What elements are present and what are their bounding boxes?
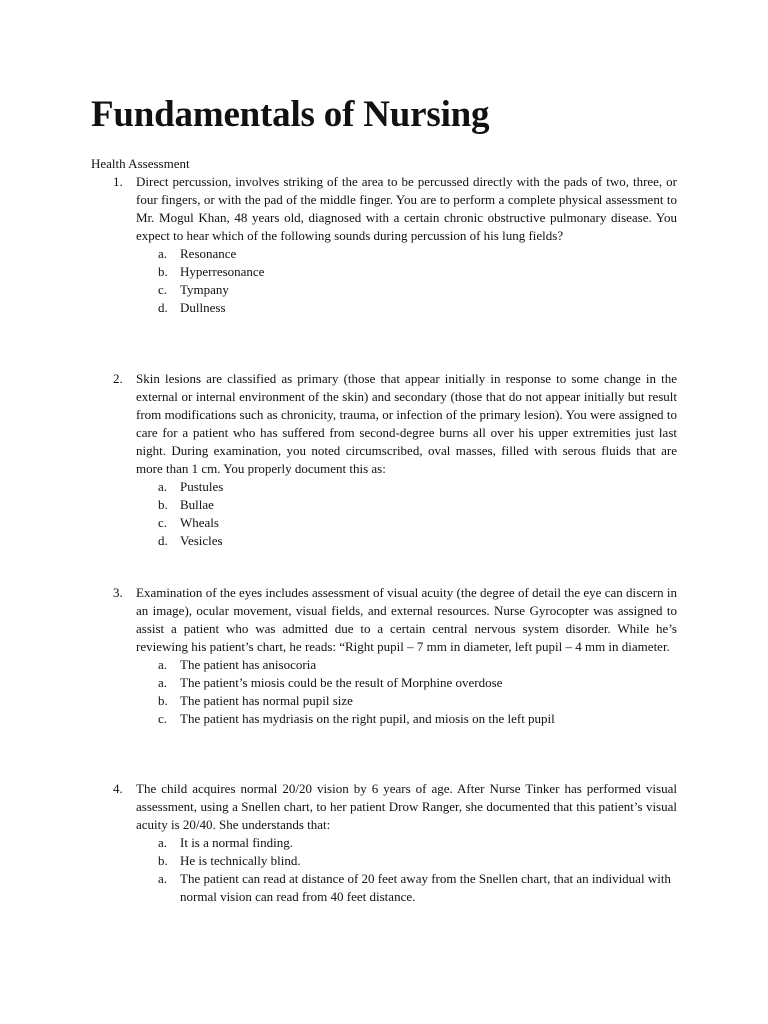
option-letter: b. bbox=[158, 693, 168, 708]
option-item bbox=[136, 514, 677, 532]
option-text: Hyperresonance bbox=[180, 264, 265, 279]
option-text: The patient has normal pupil size bbox=[180, 693, 353, 708]
section-heading: Health Assessment bbox=[91, 156, 190, 171]
option-item bbox=[136, 478, 677, 496]
option-letter: c. bbox=[158, 711, 168, 726]
question-3 bbox=[91, 584, 677, 728]
option-item bbox=[136, 656, 677, 674]
option-text: Pustules bbox=[180, 479, 224, 494]
option-letter: a. bbox=[158, 871, 168, 886]
option-letter: a. bbox=[158, 657, 168, 672]
option-letter: b. bbox=[158, 497, 168, 512]
question-1 bbox=[91, 173, 677, 317]
question-text: Direct percussion, involves striking of the area to be percussed directly with the pads of two, three, or four fingers, or with the pad of the middle finger. You are to perform a complete physical assessment to Mr. Mogul Khan, 48 years old, diagnosed with a certain chronic obstructive pulmonary disease. You expect to hear which of the following sounds during percussion of his lung fields? bbox=[136, 174, 677, 243]
option-list bbox=[91, 478, 677, 550]
option-item bbox=[136, 299, 677, 317]
option-text: He is technically blind. bbox=[180, 853, 301, 868]
option-item bbox=[136, 245, 677, 263]
option-letter: c. bbox=[158, 282, 168, 297]
option-text: The patient’s miosis could be the result of Morphine overdose bbox=[180, 675, 503, 690]
option-text: Dullness bbox=[180, 300, 226, 315]
question-number: 1. bbox=[113, 174, 123, 189]
option-letter: a. bbox=[158, 835, 168, 850]
option-item bbox=[136, 834, 677, 852]
option-item bbox=[136, 263, 677, 281]
option-list bbox=[91, 245, 677, 317]
option-letter: d. bbox=[158, 300, 168, 315]
option-letter: c. bbox=[158, 515, 168, 530]
option-text: Vesicles bbox=[180, 533, 223, 548]
option-text: The patient can read at distance of 20 feet away from the Snellen chart, that an individual with normal vision can read from 40 feet distance. bbox=[180, 871, 671, 904]
option-item bbox=[136, 852, 677, 870]
option-item bbox=[136, 710, 677, 728]
question-number: 2. bbox=[113, 371, 123, 386]
option-text: Bullae bbox=[180, 497, 214, 512]
question-text: The child acquires normal 20/20 vision by 6 years of age. After Nurse Tinker has performed visual assessment, using a Snellen chart, to her patient Drow Ranger, she documented that this patient’s visual acuity is 20/40. She understands that: bbox=[136, 781, 677, 832]
option-text: It is a normal finding. bbox=[180, 835, 294, 850]
option-item bbox=[136, 674, 677, 692]
option-list bbox=[91, 656, 677, 728]
question-number: 3. bbox=[113, 585, 123, 600]
option-letter: b. bbox=[158, 264, 168, 279]
option-item bbox=[136, 496, 677, 514]
option-letter: a. bbox=[158, 675, 168, 690]
option-text: Tympany bbox=[180, 282, 229, 297]
option-letter: a. bbox=[158, 246, 168, 261]
option-text: Wheals bbox=[180, 515, 219, 530]
question-4 bbox=[91, 780, 677, 906]
option-text: The patient has mydriasis on the right pupil, and miosis on the left pupil bbox=[180, 711, 555, 726]
option-letter: b. bbox=[158, 853, 168, 868]
option-text: Resonance bbox=[180, 246, 237, 261]
option-text: The patient has anisocoria bbox=[180, 657, 317, 672]
page-title: Fundamentals of Nursing bbox=[91, 94, 490, 135]
question-2 bbox=[91, 370, 677, 550]
option-list bbox=[91, 834, 677, 906]
option-item bbox=[136, 281, 677, 299]
question-text: Skin lesions are classified as primary (those that appear initially in response to some change in the external or internal environment of the skin) and secondary (those that do not appear initially but result from modifications such as chronicity, trauma, or infection of the primary lesion). You were assigned to care for a patient who has suffered from second-degree burns all over his upper extremities just last night. During examination, you noted circumscribed, oval masses, filled with serous fluids that are more than 1 cm. You properly document this as: bbox=[136, 371, 677, 476]
option-item bbox=[136, 692, 677, 710]
option-letter: a. bbox=[158, 479, 168, 494]
option-letter: d. bbox=[158, 533, 168, 548]
option-item bbox=[136, 532, 677, 550]
question-text: Examination of the eyes includes assessment of visual acuity (the degree of detail the eye can discern in an image), ocular movement, visual fields, and external resources. Nurse Gyrocopter was assigned to assist a patient who was admitted due to a certain central nervous system disorder. While he’s reviewing his patient’s chart, he reads: “Right pupil – 7 mm in diameter, left pupil – 4 mm in diameter. bbox=[136, 585, 677, 654]
question-number: 4. bbox=[113, 781, 123, 796]
option-item bbox=[136, 870, 677, 906]
